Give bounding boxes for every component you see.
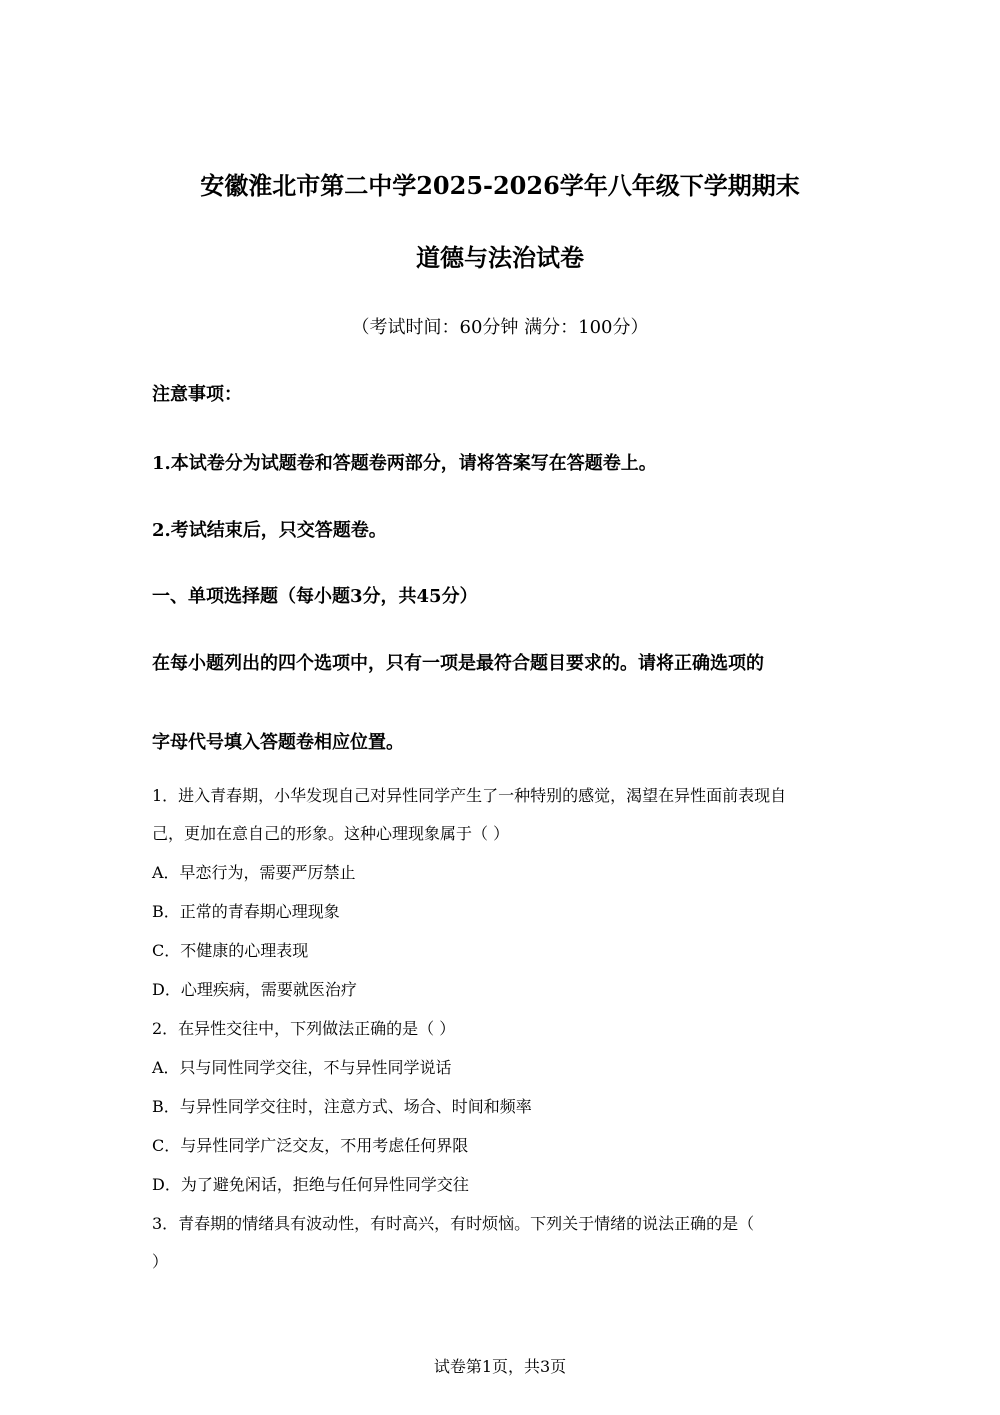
question-2-option-a: A．只与同性同学交往，不与异性同学说话 <box>152 1058 452 1077</box>
question-3-stem-line2: ） <box>152 1252 169 1271</box>
question-2-option-d: D．为了避免闲话，拒绝与任何异性同学交往 <box>152 1175 469 1194</box>
question-1-option-b: B．正常的青春期心理现象 <box>152 902 340 921</box>
question-3-stem-line1: 3．青春期的情绪具有波动性，有时高兴，有时烦恼。下列关于情绪的说法正确的是（ <box>152 1214 755 1233</box>
question-1-option-d: D．心理疾病，需要就医治疗 <box>152 980 357 999</box>
notice-item-2: 2.考试结束后，只交答题卷。 <box>152 520 387 541</box>
exam-info: （考试时间：60分钟 满分：100分） <box>351 317 649 338</box>
section-instruction-line2: 字母代号填入答题卷相应位置。 <box>152 732 404 753</box>
question-2-stem-line1: 2．在异性交往中，下列做法正确的是（ ） <box>152 1019 456 1038</box>
exam-title-line2: 道德与法治试卷 <box>416 243 584 272</box>
question-2-option-b: B．与异性同学交往时，注意方式、场合、时间和频率 <box>152 1097 532 1116</box>
section-heading: 一、单项选择题（每小题3分，共45分） <box>152 586 478 607</box>
question-2-option-c: C．与异性同学广泛交友，不用考虑任何界限 <box>152 1136 469 1155</box>
notice-heading: 注意事项： <box>152 384 242 405</box>
question-1-option-c: C．不健康的心理表现 <box>152 941 309 960</box>
question-1-option-a: A．早恋行为，需要严厉禁止 <box>152 863 356 882</box>
notice-item-1: 1.本试卷分为试题卷和答题卷两部分，请将答案写在答题卷上。 <box>152 453 657 474</box>
section-instruction-line1: 在每小题列出的四个选项中，只有一项是最符合题目要求的。请将正确选项的 <box>152 653 764 674</box>
page-footer: 试卷第1页，共3页 <box>433 1357 567 1376</box>
question-1-stem-line2: 己，更加在意自己的形象。这种心理现象属于（ ） <box>152 824 510 843</box>
exam-title-line1: 安徽淮北市第二中学2025-2026学年八年级下学期期末 <box>200 171 800 200</box>
question-1-stem-line1: 1．进入青春期，小华发现自己对异性同学产生了一种特别的感觉，渴望在异性面前表现自 <box>152 786 787 805</box>
